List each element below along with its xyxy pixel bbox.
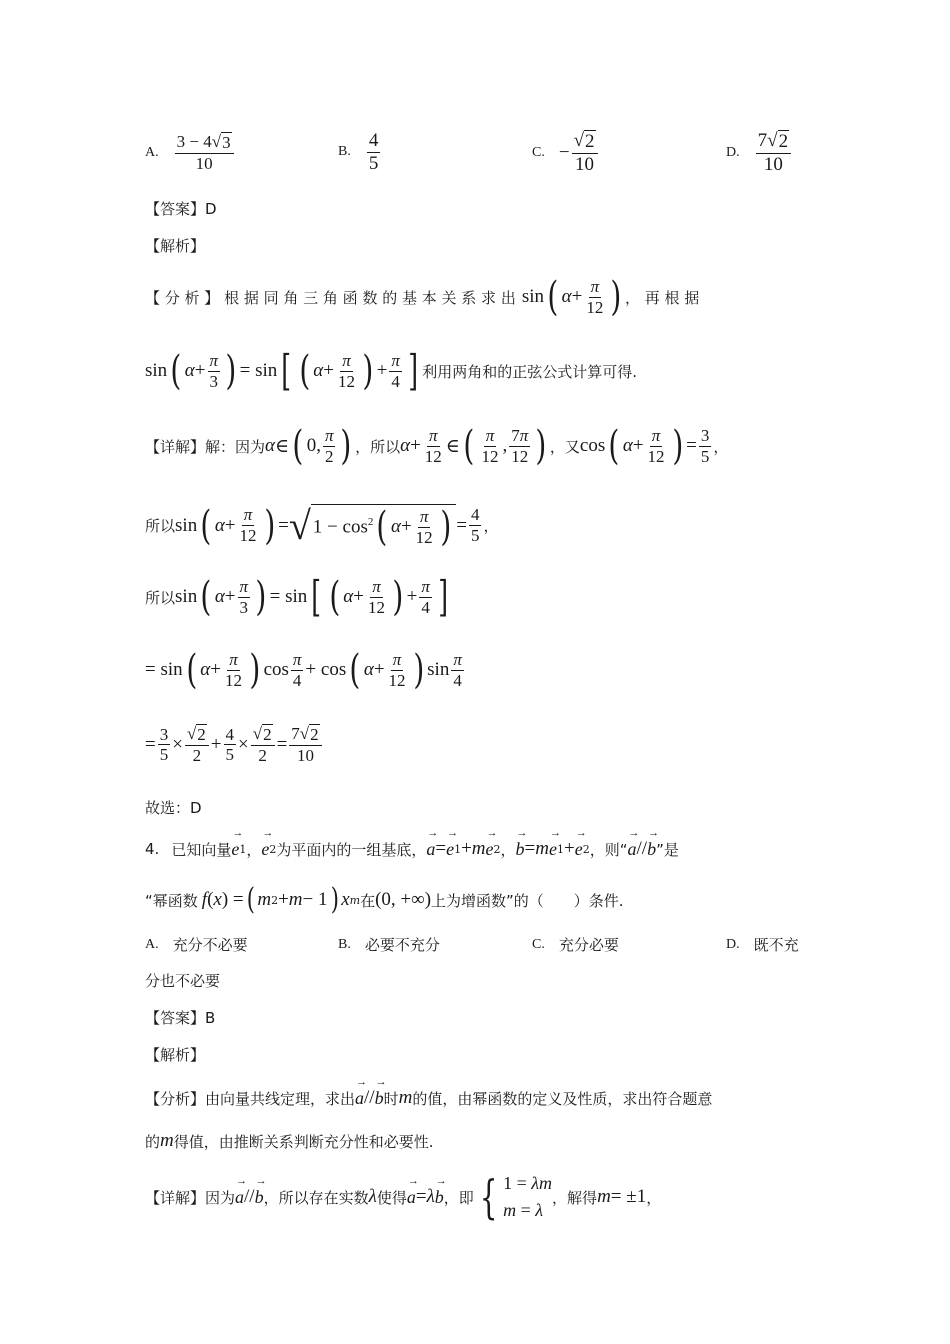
q4-detail-line1: 【详解】因为 → a // → b ，所以存在实数 λ 使得 → a = λ → b ，即 { 1 = λm m = λ ，解得 m = ±1 ， [145,1170,661,1224]
q3-option-c[interactable]: C. − √ 2 10 [532,130,600,176]
option-c-math: √ 2 10 [572,130,598,176]
option-label: A. [145,144,159,160]
option-label: D. [726,144,740,160]
option-a-math: 3 − 4 √ 3 10 [175,132,234,173]
q3-detail-line3: 所以 sin ( α + $\frac{\pi}{3}$ ) = sin [ ( α + $\frac{\pi}{12}$ ) + $\frac{\pi}{4}$ ] [145,572,448,621]
q3-conclusion: 故选：D [145,799,202,817]
q3-fenxi-line2: sin ( α + $\frac{\pi}{3}$ ) = sin [ ( α + $\frac{\pi}{12}$ ) + $\frac{\pi}{4}$ ] 利用两角和的正弦公式计算可得. [145,346,638,395]
q3-option-a[interactable] [145,132,236,173]
q3-fenxi-line1: 【 分 析 】 根 据 同 角 三 角 函 数 的 基 本 关 系 求 出 sin ( α + $\frac{\pi}{12}$ ) ， 再 根 据 [145,274,700,321]
q3-detail-line4: = sin ( α + $\frac{\pi}{12}$ ) cos $\frac{\pi}{4}$ + cos ( α + $\frac{\pi}{12}$ ) sin $\frac{\pi}{4}$ [145,647,462,694]
q4-stem-line2: “幂函数 f ( x ) = ( m 2 + m − 1 ) x m 在 (0, +∞) 上为增函数”的（ ）条件. [145,882,624,917]
q4-option-d-cont: 分也不必要 [145,972,221,990]
q4-fenxi-line1: 【分析】由向量共线定理，求出 → a // → b 时 m 的值，由幂函数的定义及性质，求出符合题意 [145,1087,712,1109]
q3-detail-line2: 所以 sin ( α + $\frac{\pi}{12}$ ) = √ $1 - \cos^2$ ( α + $\frac{\pi}{12}$ ) = $\frac{4}{5}$ ， [145,502,499,550]
option-d-math: 7 √ 2 10 [756,130,791,176]
q4-fenxi-line2: 的 m 得值，由推断关系判断充分性和必要性. [145,1130,434,1151]
q3-option-b[interactable] [338,130,382,175]
q4-stem-line1: 4. 已知向量 → e 1 ， → e 2 为平面内的一组基底， → a = → e 1 + m → e 2 ， → b = m → e 1 + → e 2 ，则“ → a // → b ”是 [145,838,679,860]
q4-option-a[interactable]: A. 充分不必要 [145,936,248,954]
q4-analysis-label: 【解析】 [145,1046,206,1064]
q3-analysis-label: 【解析】 [145,237,206,255]
q3-answer: 【答案】D [145,200,217,218]
q4-answer: 【答案】B [145,1009,216,1027]
q3-option-d[interactable] [726,130,793,176]
q4-option-d[interactable]: D. 既不充 [726,936,799,954]
option-b-math: $\frac{4}{5}$ [368,130,379,174]
option-label: C. [532,144,545,160]
q4-option-b[interactable]: B. 必要不充分 [338,936,440,954]
q4-option-c[interactable]: C. 充分必要 [532,936,619,954]
q3-detail-line5: = $\frac{3}{5}$ × √ 2 2 + $\frac{4}{5}$ × √ 2 2 = 7 √ 2 10 [145,724,324,765]
q3-detail-line1: 【详解】解：因为 α ∈ ( 0, $\frac{\pi}{2}$ ) ，所以 α + $\frac{\pi}{12}$ ∈ ( $\frac{\pi}{12}$ , $\frac{7\pi}{12}$ ) ，又 cos ( α + $\frac{\pi}{12}$ ) = $\frac{3}{5}$ ， [145,423,729,470]
option-label: B. [338,144,351,160]
